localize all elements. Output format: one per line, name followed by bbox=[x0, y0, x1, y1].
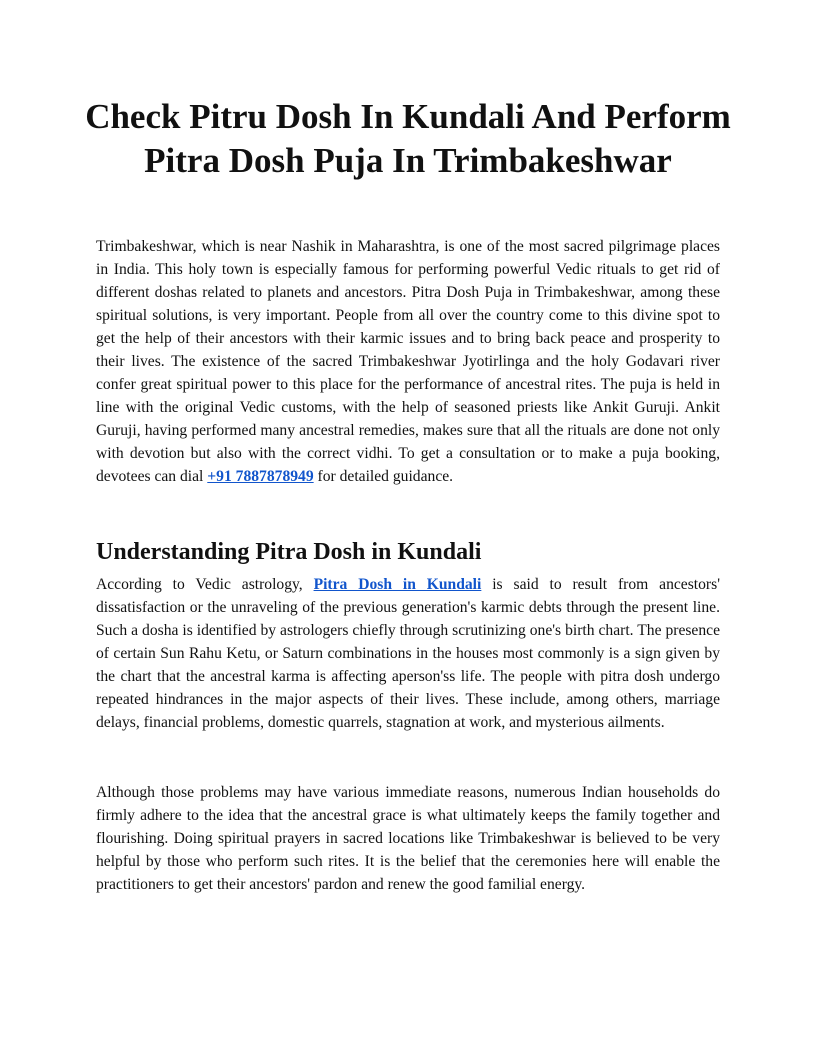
intro-text-end: for detailed guidance. bbox=[313, 468, 454, 485]
section-paragraph-1-start: According to Vedic astrology, bbox=[96, 576, 314, 593]
intro-text: Trimbakeshwar, which is near Nashik in Maharashtra, is one of the most sacred pilgrimage places in India. This holy town is especially famous for performing powerful Vedic rituals to get rid of different doshas related to planets and ancestors. Pitra Dosh Puja in Trimbakeshwar, among these spiritual solutions, is very important. People from all over the country come to this divine spot to get the help of their ancestors with their karmic issues and to bring back peace and prosperity to their lives. The existence of the sacred Trimbakeshwar Jyotirlinga and the holy Godavari river confer great spiritual power to this place for the performance of ancestral rites. The puja is held in line with the original Vedic customs, with the help of seasoned priests like Ankit Guruji. Ankit Guruji, having performed many ancestral remedies, makes sure that all the rituals are done not only with devotion but also with the correct vidhi. To get a consultation or to make a puja booking, devotees can dial bbox=[96, 238, 720, 485]
section-paragraph-1 bbox=[96, 573, 720, 734]
section-paragraph-2: Although those problems may have various immediate reasons, numerous Indian households do firmly adhere to the idea that the ancestral grace is what ultimately keeps the family together and flourishing. Doing spiritual prayers in sacred locations like Trimbakeshwar is believed to be very helpful by those who perform such rites. It is the belief that the ceremonies here will enable the practitioners to get their ancestors' pardon and renew the good familial energy. bbox=[96, 784, 720, 893]
pitra-dosh-kundali-link[interactable]: Pitra Dosh in Kundali bbox=[313, 576, 482, 593]
section-paragraph-1-rest: is said to result from ancestors' dissatisfaction or the unraveling of the previous generation's karmic debts through the present line. Such a dosha is identified by astrologers chiefly through scrutinizing one's birth chart. The presence of certain Sun Rahu Ketu, or Saturn combinations in the houses most commonly is a sign given by the chart that the ancestral karma is affecting aperson'ss life. The people with pitra dosh undergo repeated hindrances in the major aspects of their lives. These include, among others, marriage delays, financial problems, domestic quarrels, stagnation at work, and mysterious ailments. bbox=[96, 576, 720, 731]
section-heading: Understanding Pitra Dosh in Kundali bbox=[96, 539, 482, 565]
intro-paragraph bbox=[96, 235, 720, 488]
phone-number-link[interactable]: +91 7887878949 bbox=[207, 468, 314, 485]
page-title: Check Pitru Dosh In Kundali And Perform Pitra Dosh Puja In Trimbakeshwar bbox=[85, 97, 731, 180]
